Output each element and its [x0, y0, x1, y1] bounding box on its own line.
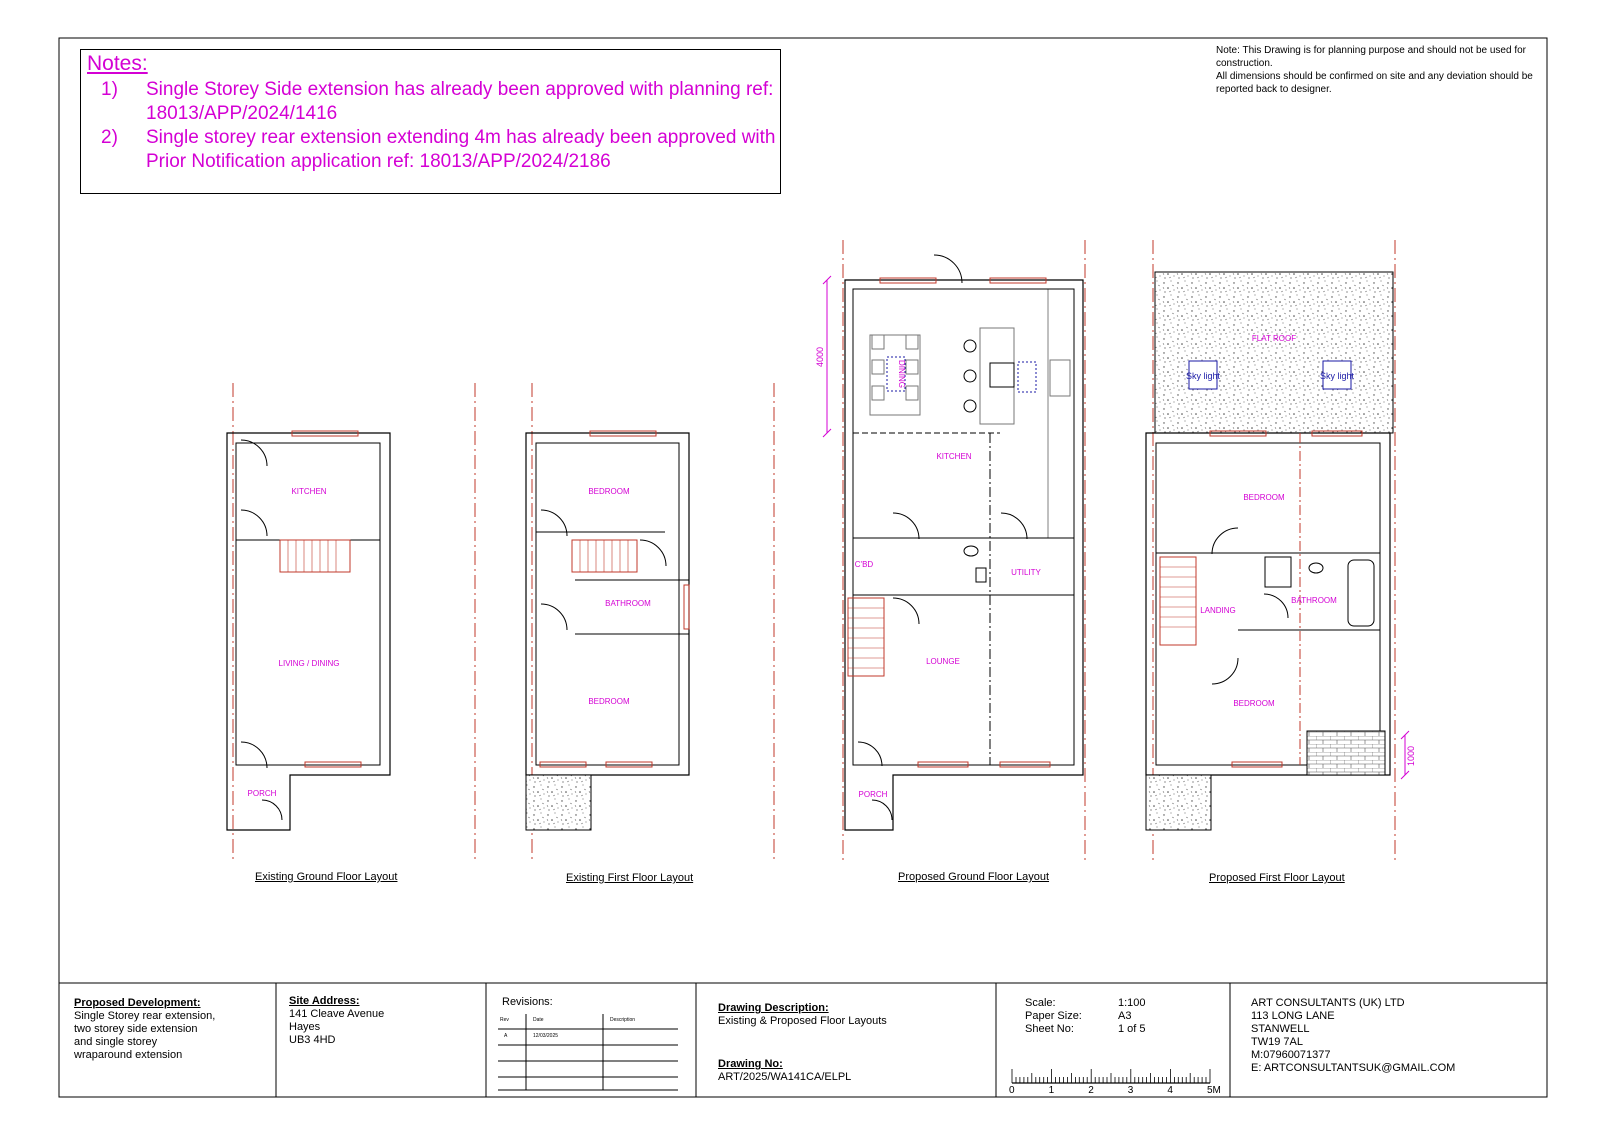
plan-title-proposed-first: Proposed First Floor Layout: [1209, 872, 1345, 884]
scale-bar-label: 5M: [1207, 1085, 1221, 1096]
site-address-line: 141 Cleave Avenue: [289, 1008, 385, 1020]
site-address-block: [289, 995, 479, 1047]
room-label-porch-existing: PORCH: [247, 789, 277, 798]
proposed-development-block: [74, 997, 270, 1062]
skylight-2-label: Sky light: [1319, 371, 1355, 381]
revisions-table: [498, 1014, 678, 1090]
paper-size-label: Paper Size:: [1025, 1010, 1082, 1022]
dimension-1000: 1000: [1406, 745, 1416, 767]
disclaimer-line-1: Note: This Drawing is for planning purpose and should not be used for construction.: [1216, 45, 1527, 69]
revisions-heading: Revisions:: [502, 996, 553, 1008]
revision-a-rev: A: [504, 1033, 508, 1039]
note-number: 1): [101, 79, 118, 100]
note-number: 2): [101, 127, 118, 148]
room-label-bathroom-existing: BATHROOM: [605, 599, 651, 608]
room-label-kitchen-proposed: KITCHEN: [936, 452, 972, 461]
proposed-development-heading: Proposed Development:: [74, 997, 201, 1009]
notes-title: Notes:: [87, 52, 148, 75]
note-text: Single storey rear extension extending 4m has already been approved with Prior Notification application ref: 18013/APP/2024/2186: [146, 127, 776, 172]
drawing-description-block: [718, 1002, 988, 1028]
room-label-lounge: LOUNGE: [926, 657, 960, 666]
skylight-1-label: Sky light: [1185, 371, 1221, 381]
room-label-bedroom-front-proposed: BEDROOM: [1243, 493, 1285, 502]
plan-title-proposed-ground: Proposed Ground Floor Layout: [898, 871, 1050, 883]
room-label-utility: UTILITY: [1011, 568, 1041, 577]
plan-title-existing-first: Existing First Floor Layout: [566, 872, 694, 884]
company-email: E: ARTCONSULTANTSUK@GMAIL.COM: [1251, 1062, 1456, 1074]
drawing-number-heading: Drawing No:: [718, 1058, 783, 1070]
development-line: two storey side extension: [74, 1023, 198, 1035]
scale-bar-label: 1: [1048, 1085, 1055, 1096]
development-line: and single storey: [74, 1036, 158, 1048]
room-label-bathroom-proposed: BATHROOM: [1291, 596, 1337, 605]
drawing-number: ART/2025/WA141CA/ELPL: [718, 1071, 852, 1083]
plan-title-existing-ground: Existing Ground Floor Layout: [255, 871, 398, 883]
revisions-col-description: Description: [610, 1017, 636, 1023]
room-label-dining: DINING: [897, 360, 906, 388]
company-postcode: TW19 7AL: [1251, 1036, 1303, 1048]
room-label-kitchen-existing-ground: KITCHEN: [291, 487, 327, 496]
room-label-bedroom-front: BEDROOM: [588, 487, 630, 496]
room-label-living-dining: LIVING / DINING: [278, 659, 340, 668]
proposed-ground-floor-plan: [823, 240, 1085, 862]
revisions-col-rev: Rev: [500, 1017, 509, 1023]
scale-label: Scale:: [1025, 997, 1056, 1009]
scale-bar-label: 0: [1009, 1085, 1015, 1096]
site-address-line: Hayes: [289, 1021, 321, 1033]
disclaimer-line-2: All dimensions should be confirmed on site and any deviation should be reported back to designer.: [1216, 71, 1533, 95]
drawing-disclaimer: [1216, 44, 1546, 96]
drawing-description-text: Existing & Proposed Floor Layouts: [718, 1015, 887, 1027]
development-line: wraparound extension: [74, 1049, 183, 1061]
scale-bar-label: 2: [1088, 1085, 1094, 1096]
room-label-bedroom-rear: BEDROOM: [588, 697, 630, 706]
scale-bar: [1012, 1069, 1210, 1083]
scale-bar-label: 4: [1167, 1085, 1173, 1096]
note-text: Single Storey Side extension has already been approved with planning ref: 18013/APP/2024/1416: [146, 79, 774, 124]
company-mobile: M:07960071377: [1251, 1049, 1331, 1061]
room-label-bedroom-rear-proposed: BEDROOM: [1233, 699, 1275, 708]
site-address-heading: Site Address:: [289, 995, 360, 1007]
revisions-col-date: Date: [533, 1017, 544, 1023]
sheet-no-label: Sheet No:: [1025, 1023, 1074, 1035]
company-address-line: STANWELL: [1251, 1023, 1310, 1035]
room-label-porch-proposed: PORCH: [858, 790, 888, 799]
sheet-no-value: 1 of 5: [1118, 1023, 1146, 1035]
dimension-4000: 4000: [815, 346, 825, 368]
company-block: [1251, 997, 1541, 1075]
scale-bar-label: 3: [1127, 1085, 1134, 1096]
development-line: Single Storey rear extension,: [74, 1010, 216, 1022]
revision-a-date: 12/03/2025: [533, 1033, 559, 1039]
drawing-description-heading: Drawing Description:: [718, 1002, 829, 1014]
paper-size-value: A3: [1118, 1010, 1132, 1022]
notes-box: [80, 49, 781, 194]
company-name: ART CONSULTANTS (UK) LTD: [1251, 997, 1405, 1009]
scale-value: 1:100: [1118, 997, 1146, 1009]
site-address-line: UB3 4HD: [289, 1034, 336, 1046]
existing-first-floor-plan: [526, 383, 774, 862]
room-label-landing: LANDING: [1200, 606, 1236, 615]
room-label-cupboard: C'BD: [854, 560, 874, 569]
room-label-flat-roof: FLAT ROOF: [1251, 334, 1297, 343]
company-address-line: 113 LONG LANE: [1251, 1010, 1335, 1022]
drawing-number-block: [718, 1058, 988, 1084]
